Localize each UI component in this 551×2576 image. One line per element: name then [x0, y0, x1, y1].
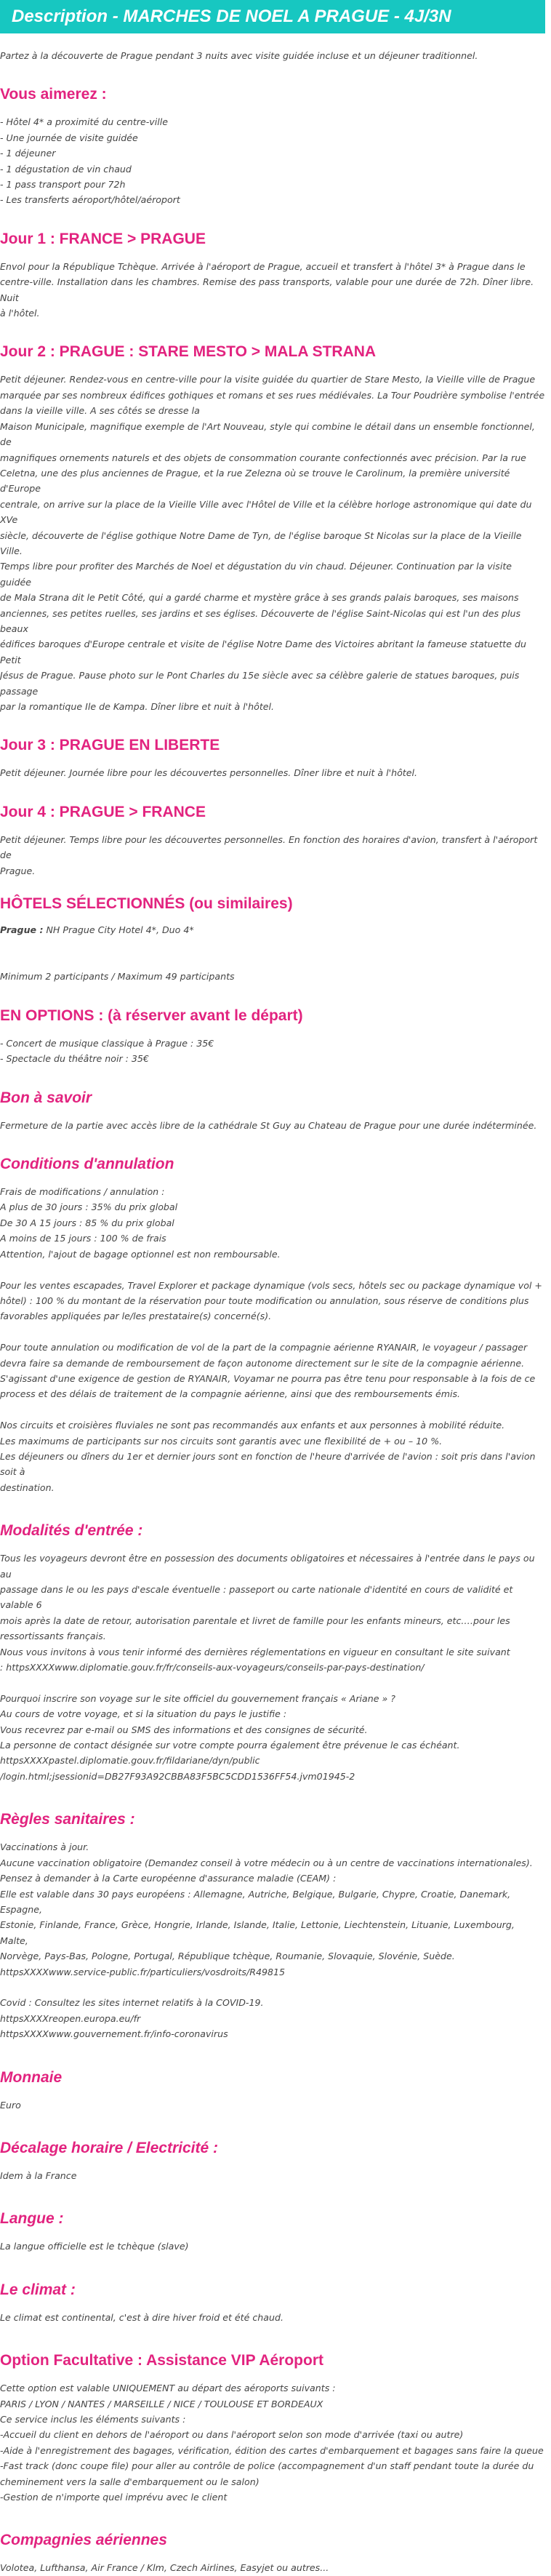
text-line: A moins de 15 jours : 100 % de frais: [0, 1233, 166, 1244]
text-line: - Spectacle du théâtre noir : 35€: [0, 1053, 149, 1065]
text-line: Petit déjeuner. Temps libre pour les découvertes personnelles. En fonction des horaires d'avion, transfert à l'aéroport de: [0, 833, 538, 861]
text-line: Jésus de Prague. Pause photo sur le Pont Charles du 15e siècle avec sa célèbre galerie de statues baroques, puis passage: [0, 670, 520, 697]
text-line: -Accueil du client en dehors de l'aéroport ou dans l'aéroport selon son mode d'arrivée (taxi ou autre): [0, 2429, 464, 2441]
assistance-vip-section-body: [0, 2380, 545, 2505]
text-line: -Fast track (donc coupe file) pour aller au contrôle de police (accompagnement d'un staff pendant toute la durée du: [0, 2460, 534, 2472]
langue-section-body: [0, 2239, 545, 2254]
compagnies-aeriennes-section: [0, 2531, 545, 2575]
compagnies-aeriennes-section-title: Compagnies aériennes: [0, 2532, 167, 2549]
text-line: Pensez à demander à la Carte européenne d'assurance maladie (CEAM) :: [0, 1873, 337, 1884]
text-line: - 1 pass transport pour 72h: [0, 179, 126, 191]
text-line: Les maximums de participants sur nos circuits sont garantis avec une flexibilité de + ou – 10 %.: [0, 1435, 443, 1447]
jour-1-section-title: Jour 1 : FRANCE > PRAGUE: [0, 230, 206, 247]
text-line: Temps libre pour profiter des Marchés de Noel et dégustation du vin chaud. Déjeuner. Continuation par la visite guidée: [0, 561, 512, 588]
text-line: Nous vous invitons à vous tenir informé des dernières réglementations en vigueur en consultant le site suivant: [0, 1646, 510, 1657]
decalage-horaire-section-body: [0, 2168, 545, 2183]
options-section-title: EN OPTIONS : (à réserver avant le départ): [0, 1007, 303, 1024]
text-line: Ce service inclus les éléments suivants :: [0, 2414, 186, 2425]
hotels-label: Prague :: [0, 924, 44, 936]
text-line: La langue officielle est le tchèque (slave): [0, 2241, 189, 2252]
text-line: - 1 dégustation de vin chaud: [0, 163, 132, 175]
text-line: hôtel) : 100 % du montant de la réservation pour toute modification ou annulation, sous réserve de conditions plus: [0, 1295, 529, 1306]
text-line: favorables appliquées par le/les prestataire(s) concerné(s).: [0, 1311, 272, 1322]
modalites-entree-section: [0, 1521, 545, 1784]
text-line: Tous les voyageurs devront être en possession des documents obligatoires et nécessaires à l'entrée dans le pays ou au: [0, 1553, 535, 1580]
text-line: Maison Municipale, magnifique exemple de l'Art Nouveau, style qui combine le détail dans un ensemble fonctionnel, de: [0, 420, 535, 448]
text-line: httpsXXXXreopen.europa.eu/fr: [0, 2012, 141, 2024]
monnaie-section-title: Monnaie: [0, 2068, 63, 2086]
jour-2-section: [0, 343, 545, 714]
text-line: Elle est valable dans 30 pays européens : Allemagne, Autriche, Belgique, Bulgarie, Chypre, Croatie, Danemark, Espagne,: [0, 1888, 511, 1915]
text-line: La personne de contact désignée sur votre compte pourra également être prévenue le cas échéant.: [0, 1740, 460, 1751]
modalites-entree-section-title: Modalités d'entrée :: [0, 1522, 143, 1540]
text-line: S'agissant d'une exigence de gestion de RYANAIR, Voyamar ne pourra pas être tenu pour responsable à la fois de ce: [0, 1372, 536, 1384]
text-line: Envol pour la République Tchèque. Arrivée à l'aéroport de Prague, accueil et transfert à l'hôtel 3* à Prague dans le: [0, 260, 526, 272]
jour-4-section-title: Jour 4 : PRAGUE > FRANCE: [0, 803, 206, 820]
text-line: Vaccinations à jour.: [0, 1841, 89, 1853]
text-line: Le climat est continental, c'est à dire hiver froid et été chaud.: [0, 2311, 283, 2323]
text-line: [0, 1402, 545, 1417]
decalage-horaire-section: [0, 2139, 545, 2183]
itinerary-sections: [0, 85, 545, 879]
jour-3-section: [0, 736, 545, 780]
text-line: Vous recevrez par e-mail ou SMS des informations et des consignes de sécurité.: [0, 1724, 368, 1735]
hotels-line: [0, 922, 545, 937]
jour-3-section-title: Jour 3 : PRAGUE EN LIBERTE: [0, 737, 220, 754]
text-line: Au cours de votre voyage, et si la situation du pays le justifie :: [0, 1708, 287, 1720]
regles-sanitaires-section: [0, 1810, 545, 2041]
text-line: Nos circuits et croisières fluviales ne sont pas recommandés aux enfants et aux personnes à mobilité réduite.: [0, 1420, 505, 1431]
jour-1-section-body: [0, 259, 545, 321]
text-line: passage dans le ou les pays d'escale éventuelle : passeport ou carte nationale d'identité en cours de validité et valable 6: [0, 1584, 513, 1611]
text-line: anciennes, ses petites ruelles, ses jardins et ses églises. Découverte de l'église Saint-Nicolas qui est l'un des plus beaux: [0, 607, 521, 634]
text-line: - Concert de musique classique à Prague : 35€: [0, 1037, 214, 1049]
conditions-annulation-section-body: [0, 1184, 545, 1495]
text-line: à l'hôtel.: [0, 308, 40, 319]
text-line: centre-ville. Installation dans les chambres. Remise des pass transports, valable pour une durée de 72h. Dîner libre. Nuit: [0, 276, 534, 303]
text-line: dans la vieille ville. A ses côtés se dresse la: [0, 405, 200, 417]
text-line: -Gestion de n'importe quel imprévu avec le client: [0, 2492, 228, 2503]
text-line: destination.: [0, 1481, 55, 1493]
monnaie-section-body: [0, 2097, 545, 2113]
text-line: /login.html;jsessionid=DB27F93A92CBBA83F5BC5CDD1536FF54.jvm01945-2: [0, 1770, 355, 1782]
text-line: magnifiques ornements naturels et des objets de consommation courante confectionnés avec précision. Par la rue: [0, 452, 526, 463]
conditions-annulation-section: [0, 1155, 545, 1495]
text-line: : httpsXXXXwww.diplomatie.gouv.fr/fr/conseils-aux-voyageurs/conseils-par-pays-destination/: [0, 1662, 425, 1673]
intro-text: Partez à la découverte de Prague pendant 3 nuits avec visite guidée incluse et un déjeuner traditionnel.: [0, 50, 478, 61]
text-line: Euro: [0, 2099, 21, 2111]
text-line: [0, 1980, 545, 1995]
bon-a-savoir-section-title: Bon à savoir: [0, 1089, 92, 1106]
text-line: cheminement vers la salle d'embarquement ou le salon): [0, 2476, 260, 2487]
text-line: par la romantique Ile de Kampa. Dîner libre et nuit à l'hôtel.: [0, 701, 275, 712]
text-line: Fermeture de la partie avec accès libre de la cathédrale St Guy au Chateau de Prague pour une durée indéterminée.: [0, 1119, 537, 1131]
text-line: PARIS / LYON / NANTES / MARSEILLE / NICE / TOULOUSE ET BORDEAUX: [0, 2398, 323, 2409]
text-line: process et des délais de traitement de la compagnie aérienne, ainsi que des remboursements émis.: [0, 1388, 461, 1400]
info-sections: [0, 1007, 545, 2576]
text-line: Prague.: [0, 865, 36, 876]
jour-2-section-body: [0, 372, 545, 714]
text-line: centrale, on arrive sur la place de la Vieille Ville avec l'Hôtel de Ville et la célèbre horloge astronomique qui date du XVe: [0, 498, 532, 526]
decalage-horaire-section-title: Décalage horaire / Electricité :: [0, 2139, 218, 2156]
regles-sanitaires-section-title: Règles sanitaires :: [0, 1811, 135, 1828]
assistance-vip-section-title: Option Facultative : Assistance VIP Aéroport: [0, 2352, 323, 2369]
text-line: Petit déjeuner. Journée libre pour les découvertes personnelles. Dîner libre et nuit à l'hôtel.: [0, 767, 417, 779]
text-line: httpsXXXXwww.gouvernement.fr/info-coronavirus: [0, 2028, 228, 2040]
bon-a-savoir-section: [0, 1089, 545, 1133]
text-line: devra faire sa demande de remboursement de façon autonome directement sur le site de la compagnie aérienne.: [0, 1357, 525, 1369]
monnaie-section: [0, 2068, 545, 2113]
text-line: - 1 déjeuner: [0, 148, 56, 159]
text-line: - Une journée de visite guidée: [0, 132, 138, 143]
page-title: Description - MARCHES DE NOEL A PRAGUE - 4J/3N: [12, 7, 451, 26]
assistance-vip-section: [0, 2351, 545, 2505]
climat-section-title: Le climat :: [0, 2281, 76, 2298]
vous-aimerez-section-body: [0, 114, 545, 207]
content: [0, 48, 551, 2576]
vous-aimerez-section-title: Vous aimerez :: [0, 86, 107, 103]
text-line: Aucune vaccination obligatoire (Demandez conseil à votre médecin ou à un centre de vaccinations internationales).: [0, 1857, 533, 1868]
text-line: Pour les ventes escapades, Travel Explorer et package dynamique (vols secs, hôtels sec ou package dynamique vol +: [0, 1279, 542, 1291]
vous-aimerez-section: [0, 85, 545, 207]
text-line: Petit déjeuner. Rendez-vous en centre-ville pour la visite guidée du quartier de Stare Mesto, la Vieille ville de Prague: [0, 374, 536, 385]
langue-section-title: Langue :: [0, 2210, 64, 2228]
text-line: httpsXXXXwww.service-public.fr/particuliers/vosdroits/R49815: [0, 1966, 286, 1977]
conditions-annulation-section-title: Conditions d'annulation: [0, 1156, 174, 1173]
text-line: Frais de modifications / annulation :: [0, 1186, 165, 1198]
text-line: Pour toute annulation ou modification de vol de la part de la compagnie aérienne RYANAIR, le voyageur / passager: [0, 1342, 528, 1353]
text-line: Celetna, une des plus anciennes de Prague, et la rue Zelezna où se trouve le Carolinum, la première université d'Europe: [0, 467, 510, 495]
hotels-title: HÔTELS SÉLECTIONNÉS (ou similaires): [0, 895, 293, 913]
text-line: Idem à la France: [0, 2169, 77, 2181]
text-line: siècle, découverte de l'église gothique Notre Dame de Tyn, de l'église baroque St Nicolas sur la place de la Vieille Ville.: [0, 529, 522, 556]
text-line: [0, 1675, 545, 1690]
text-line: Covid : Consultez les sites internet relatifs à la COVID-19.: [0, 1997, 264, 2009]
page-header: [0, 0, 545, 33]
climat-section: [0, 2281, 545, 2325]
options-section: [0, 1007, 545, 1067]
text-line: Norvège, Pays-Bas, Pologne, Portugal, République tchèque, Roumanie, Slovaquie, Slovénie, Suède.: [0, 1951, 455, 1962]
text-line: De 30 A 15 jours : 85 % du prix global: [0, 1217, 174, 1228]
participants-text: Minimum 2 participants / Maximum 49 participants: [0, 971, 235, 983]
text-line: mois après la date de retour, autorisation parentale et livret de famille pour les enfants mineurs, etc.…pour les: [0, 1615, 510, 1626]
hotels-value: NH Prague City Hotel 4*, Duo 4*: [43, 924, 194, 936]
text-line: Pourquoi inscrire son voyage sur le site officiel du gouvernement français « Ariane » ?: [0, 1692, 395, 1704]
text-line: httpsXXXXpastel.diplomatie.gouv.fr/fildariane/dyn/public: [0, 1755, 260, 1767]
text-line: -Aide à l'enregistrement des bagages, vérification, édition des cartes d'embarquement et bagages sans faire la queue: [0, 2444, 544, 2456]
text-line: - Les transferts aéroport/hôtel/aéroport: [0, 194, 180, 206]
modalites-entree-section-body: [0, 1551, 545, 1784]
jour-4-section-body: [0, 832, 545, 879]
text-line: de Mala Strana dit le Petit Côté, qui a gardé charme et mystère grâce à ses grands palais baroques, ses maisons: [0, 592, 519, 604]
bon-a-savoir-section-body: [0, 1118, 545, 1133]
text-line: ressortissants français.: [0, 1631, 106, 1642]
options-section-body: [0, 1036, 545, 1067]
climat-section-body: [0, 2310, 545, 2325]
jour-2-section-title: Jour 2 : PRAGUE : STARE MESTO > MALA STRANA: [0, 343, 377, 361]
compagnies-aeriennes-section-body: [0, 2560, 545, 2575]
text-line: Volotea, Lufthansa, Air France / Klm, Czech Airlines, Easyjet ou autres...: [0, 2562, 329, 2574]
text-line: - Hôtel 4* a proximité du centre-ville: [0, 116, 168, 128]
text-line: marquée par ses nombreux édifices gothiques et romans et ses rues médiévales. La Tour Poudrière symbolise l'entrée: [0, 389, 545, 401]
jour-1-section: [0, 230, 545, 321]
hotels-section: [0, 895, 545, 985]
text-line: Les déjeuners ou dîners du 1er et dernier jours sont en fonction de l'heure d'arrivée de l'avion : soit pris dans l'avion soit à: [0, 1450, 536, 1478]
text-line: [0, 1324, 545, 1340]
text-line: édifices baroques d'Europe centrale et visite de l'église Notre Dame des Victoires abritant la fameuse statuette du Petit: [0, 639, 526, 665]
jour-3-section-body: [0, 765, 545, 780]
text-line: Estonie, Finlande, France, Grèce, Hongrie, Irlande, Islande, Italie, Lettonie, Liechtenstein, Lituanie, Luxembourg, Malte,: [0, 1919, 515, 1946]
jour-4-section: [0, 803, 545, 879]
langue-section: [0, 2209, 545, 2254]
text-line: A plus de 30 jours : 35% du prix global: [0, 1201, 178, 1213]
text-line: [0, 1262, 545, 1277]
text-line: Cette option est valable UNIQUEMENT au départ des aéroports suivants :: [0, 2383, 336, 2394]
text-line: Attention, l'ajout de bagage optionnel est non remboursable.: [0, 1248, 281, 1260]
regles-sanitaires-section-body: [0, 1839, 545, 2041]
